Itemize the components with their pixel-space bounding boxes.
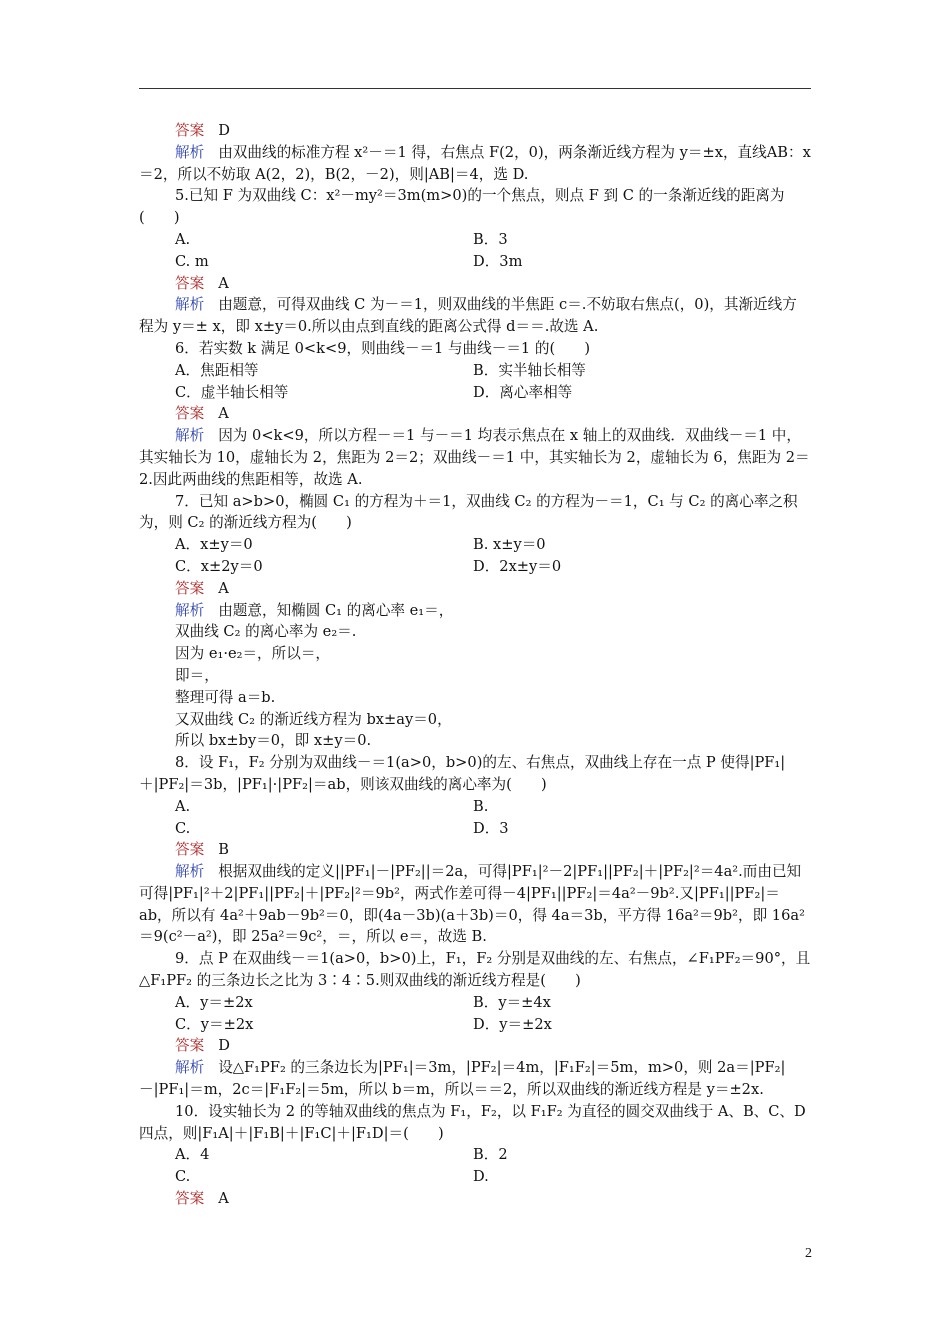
solution-line: 所以 bx±by＝0，即 x±y＝0. [175,732,372,750]
option-right: D．2x±y＝0 [473,557,562,575]
answer-options [139,556,811,578]
option-left: C. [175,1168,191,1186]
option-right: B．3 [473,230,508,248]
analysis-label: 解析 [175,296,205,314]
answer-options [139,1144,811,1166]
answer-value: B [218,841,229,859]
option-left: A. [175,797,191,815]
option-right: D．3m [473,252,523,270]
answer-options [139,229,811,251]
question-text: 10．设实轴长为 2 的等轴双曲线的焦点为 F₁，F₂，以 F₁F₂ 为直径的圆交双曲线于 A、B、C、D 四点，则|F₁A|＋|F₁B|＋|F₁C|＋|F₁D|＝( ) [139,1102,806,1142]
solution-line: 又双曲线 C₂ 的渐近线方程为 bx±ay＝0， [175,710,452,728]
option-left: A. [175,230,191,248]
solution-line: 整理可得 a＝b. [175,688,276,706]
option-right: B. x±y＝0 [473,536,546,554]
answer-value: D [218,122,230,139]
option-left: C. m [175,252,209,270]
question-text: 9．点 P 在双曲线－＝1(a>0，b>0)上，F₁，F₂ 分别是双曲线的左、右焦点，∠F₁PF₂＝90°，且△F₁PF₂ 的三条边长之比为 3∶4∶5.则双曲线的渐近线方程是( ) [139,950,811,990]
analysis-label: 解析 [175,1059,205,1077]
answer-value: A [218,1190,229,1208]
answer-label: 答案 [175,1190,205,1208]
option-right: D．y＝±2x [473,1015,552,1033]
option-left: A．y＝±2x [175,993,253,1011]
answer-options [139,818,811,840]
answer-label: 答案 [175,841,205,859]
option-right: D. [473,1168,489,1186]
option-right: D．离心率相等 [473,383,573,401]
analysis-paragraph [139,425,811,490]
option-left: C．x±2y＝0 [175,557,263,575]
option-right: B. [473,797,489,815]
analysis-paragraph [139,1057,811,1101]
analysis-label: 解析 [175,601,205,619]
option-right: B．2 [473,1146,508,1164]
analysis-text: 因为 0<k<9，所以方程－＝1 与－＝1 均表示焦点在 x 轴上的双曲线．双曲线－＝1 中，其实轴长为 10，虚轴长为 2，焦距为 2＝2；双曲线－＝1 中，其实轴长为 2，虚轴长为 6，焦距为 2＝2.因此两曲线的焦距相等，故选 A. [139,427,810,488]
answer-line [139,578,811,600]
analysis-paragraph [139,861,811,948]
header-rule [139,88,811,89]
option-left: C．虚半轴长相等 [175,383,289,401]
question-text: 6．若实数 k 满足 0<k<9，则曲线－＝1 与曲线－＝1 的( ) [175,339,591,357]
page-number: 2 [805,1246,812,1261]
answer-options [139,251,811,273]
option-right: D．3 [473,819,509,837]
answer-value: A [218,579,229,597]
solution-line: 即＝， [175,666,219,684]
solution-line: 双曲线 C₂ 的离心率为 e₂＝. [175,623,357,641]
answer-options [139,360,811,382]
analysis-label: 解析 [175,427,205,445]
option-left: A．焦距相等 [175,361,259,379]
answer-line [139,839,811,861]
answer-value: A [218,405,229,423]
answer-line [139,1188,811,1210]
analysis-label: 解析 [175,863,205,881]
analysis-paragraph [139,142,811,186]
option-right: B．实半轴长相等 [473,361,586,379]
analysis-text: 根据双曲线的定义||PF₁|－|PF₂||＝2a，可得|PF₁|²－2|PF₁||PF₂|＋|PF₂|²＝4a².而由已知可得|PF₁|²＋2|PF₁||PF₂|＋|PF₂|²＝9b²，两式作差可得－4|PF₁||PF₂|＝4a²－9b².又|PF₁||PF₂|＝ab，所以有 4a²＋9ab－9b²＝0，即(4a－3b)(a＋3b)＝0，得 4a＝3b，平方得 16a²＝9b²，即 16a²＝9(c²－a²)，即 25a²＝9c²，＝，所以 e＝，故选 B. [139,863,805,946]
answer-line [139,1035,811,1057]
solution-line: 因为 e₁·e₂＝，所以＝， [175,645,331,663]
answer-options [139,1166,811,1188]
answer-value: A [218,274,229,292]
answer-line [139,120,811,142]
answer-options [139,1014,811,1036]
option-left: A．x±y＝0 [175,536,253,554]
answer-label: 答案 [175,579,205,597]
answer-options [139,992,811,1014]
answer-label: 答案 [175,122,205,139]
option-left: C. [175,819,191,837]
question-text: 8．设 F₁，F₂ 分别为双曲线－＝1(a>0，b>0)的左、右焦点，双曲线上存在一点 P 使得|PF₁|＋|PF₂|＝3b，|PF₁|·|PF₂|＝ab，则该双曲线的离心率为( ) [139,754,786,793]
analysis-text: 设△F₁PF₂ 的三条边长为|PF₁|＝3m，|PF₂|＝4m，|F₁F₂|＝5m，m>0，则 2a＝|PF₂|－|PF₁|＝m，2c＝|F₁F₂|＝5m，所以 b＝m，所以＝＝2，所以双曲线的渐近线方程是 y＝±2x. [139,1059,786,1099]
answer-line [139,273,811,295]
answer-label: 答案 [175,405,205,423]
option-left: A．4 [175,1146,210,1164]
answer-line [139,403,811,425]
question-text: 7．已知 a>b>0，椭圆 C₁ 的方程为＋＝1，双曲线 C₂ 的方程为－＝1，C₁ 与 C₂ 的离心率之积为，则 C₂ 的渐近线方程为( ) [139,492,798,532]
answer-options [139,534,811,556]
answer-label: 答案 [175,274,205,292]
document-body [139,120,811,1210]
answer-label: 答案 [175,1037,205,1055]
analysis-label: 解析 [175,143,205,161]
option-left: C．y＝±2x [175,1015,254,1033]
answer-options [139,382,811,404]
analysis-text: 由双曲线的标准方程 x²－＝1 得，右焦点 F(2，0)，两条渐近线方程为 y＝±x，直线AB：x＝2，所以不妨取 A(2，2)，B(2，－2)，则|AB|＝4，选 D. [139,143,811,183]
analysis-text: 由题意，知椭圆 C₁ 的离心率 e₁＝， [218,601,454,619]
answer-value: D [218,1037,230,1055]
analysis-paragraph [139,600,811,622]
analysis-paragraph [139,294,811,338]
analysis-text: 由题意，可得双曲线 C 为－＝1，则双曲线的半焦距 c＝.不妨取右焦点(，0)，其渐近线方程为 y＝± x，即 x±y＝0.所以由点到直线的距离公式得 d＝＝.故选 A. [139,296,797,336]
answer-options [139,796,811,818]
option-right: B．y＝±4x [473,993,551,1011]
question-text: 5.已知 F 为双曲线 C：x²－my²＝3m(m>0)的一个焦点，则点 F 到 C 的一条渐近线的距离为( ) [139,187,785,227]
